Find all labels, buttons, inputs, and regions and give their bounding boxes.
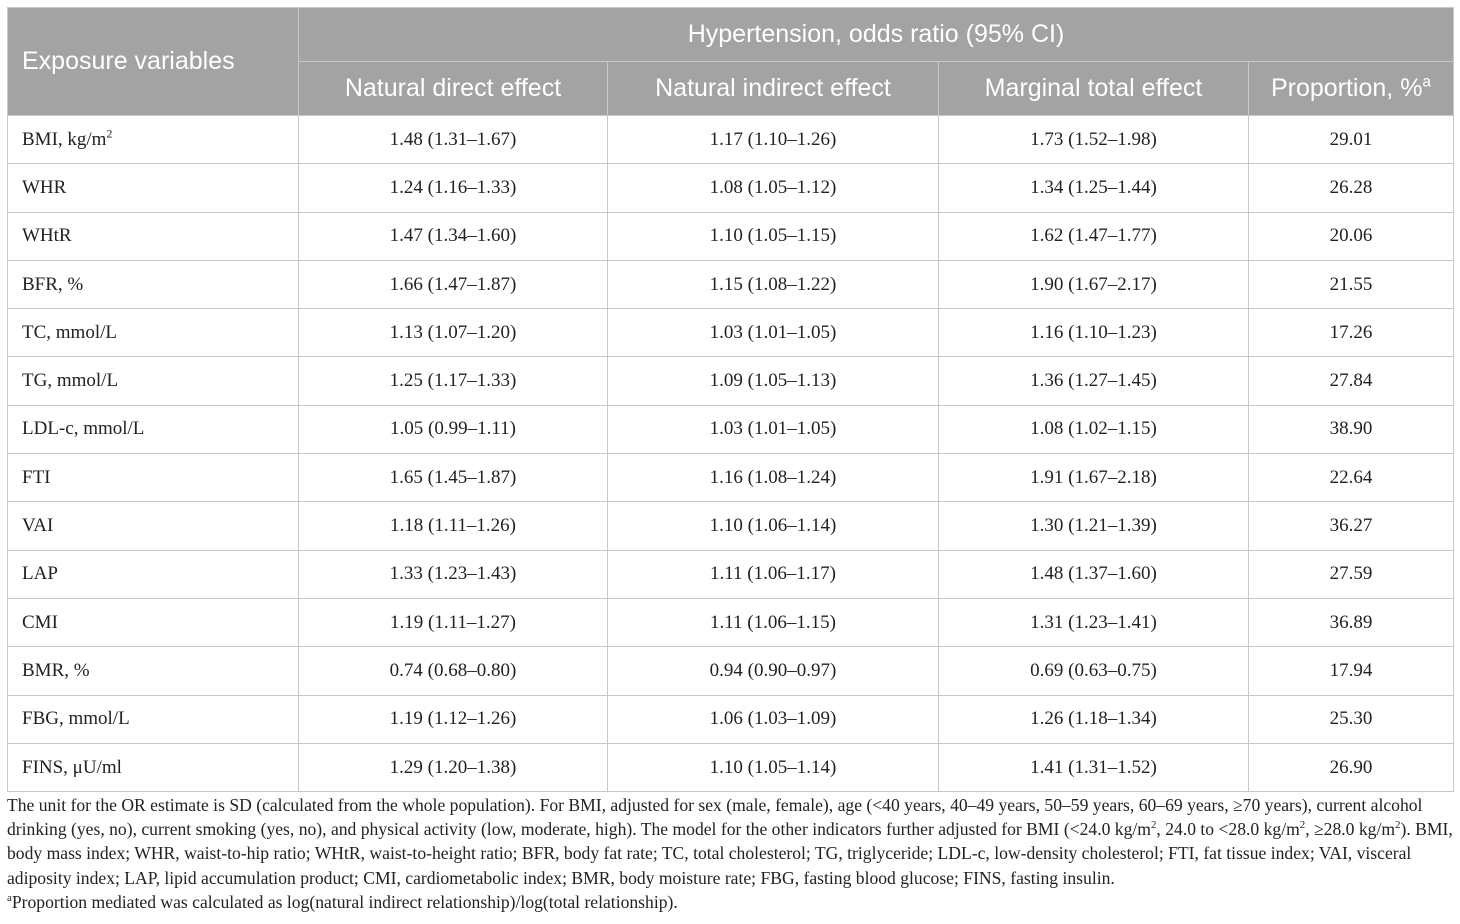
table-row bbox=[8, 550, 1454, 598]
proportion-header bbox=[1249, 62, 1454, 116]
natural-direct-effect-cell: 1.29 (1.20–1.38) bbox=[299, 743, 608, 791]
natural-indirect-effect-cell: 1.09 (1.05–1.13) bbox=[608, 357, 939, 405]
proportion-cell: 36.89 bbox=[1249, 598, 1454, 646]
proportion-cell: 27.84 bbox=[1249, 357, 1454, 405]
natural-indirect-effect-cell: 1.08 (1.05–1.12) bbox=[608, 164, 939, 212]
proportion-cell: 21.55 bbox=[1249, 260, 1454, 308]
exposure-variable-label: WHtR bbox=[22, 225, 72, 247]
proportion-cell: 25.30 bbox=[1249, 695, 1454, 743]
exposure-variable-cell bbox=[8, 647, 299, 695]
exposure-variable-cell bbox=[8, 116, 299, 164]
footnote-sup-2: 2 bbox=[1299, 819, 1306, 832]
exposure-variable-cell bbox=[8, 695, 299, 743]
table-header bbox=[8, 8, 1454, 116]
marginal-total-effect-cell: 1.30 (1.21–1.39) bbox=[939, 502, 1249, 550]
marginal-total-effect-cell: 1.08 (1.02–1.15) bbox=[939, 405, 1249, 453]
results-table-container bbox=[7, 7, 1453, 792]
exposure-variable-cell bbox=[8, 260, 299, 308]
natural-direct-effect-cell: 1.47 (1.34–1.60) bbox=[299, 212, 608, 260]
marginal-total-effect-cell: 1.48 (1.37–1.60) bbox=[939, 550, 1249, 598]
marginal-total-effect-cell: 1.36 (1.27–1.45) bbox=[939, 357, 1249, 405]
table-row bbox=[8, 260, 1454, 308]
proportion-cell: 26.28 bbox=[1249, 164, 1454, 212]
footnote-sup-3: 2 bbox=[1395, 819, 1401, 832]
exposure-variable-label: TG, mmol/L bbox=[22, 370, 119, 392]
marginal-total-effect-cell: 1.41 (1.31–1.52) bbox=[939, 743, 1249, 791]
proportion-cell: 27.59 bbox=[1249, 550, 1454, 598]
table-row bbox=[8, 405, 1454, 453]
exposure-variable-cell bbox=[8, 743, 299, 791]
footnote-text-3: , ≥28.0 kg/m bbox=[1305, 819, 1396, 840]
table-row bbox=[8, 647, 1454, 695]
table-row bbox=[8, 164, 1454, 212]
exposure-variable-cell bbox=[8, 598, 299, 646]
table-row bbox=[8, 743, 1454, 791]
natural-indirect-effect-cell: 1.11 (1.06–1.17) bbox=[608, 550, 939, 598]
marginal-total-effect-cell: 1.90 (1.67–2.17) bbox=[939, 260, 1249, 308]
proportion-cell: 26.90 bbox=[1249, 743, 1454, 791]
footnote-proportion-text: Proportion mediated was calculated as log(natural indirect relationship)/log(total relationship). bbox=[11, 891, 678, 912]
footnote-proportion-definition bbox=[7, 890, 1453, 914]
table-footnote bbox=[7, 793, 1453, 914]
natural-indirect-effect-cell: 1.10 (1.05–1.15) bbox=[608, 212, 939, 260]
footnote-text-1: The unit for the OR estimate is SD (calculated from the whole population). For BMI, adjusted for sex (male, female), age (<40 years, 40–49 years, 50–59 years, 60–69 years, ≥70 years), current alcohol drinking (yes, no), current smoking (yes, no), and physical activity (low, moderate, high). The model for the other indicators further adjusted for BMI (<24.0 kg/m bbox=[7, 795, 1423, 840]
natural-indirect-effect-cell: 1.10 (1.06–1.14) bbox=[608, 502, 939, 550]
natural-direct-effect-cell: 1.66 (1.47–1.87) bbox=[299, 260, 608, 308]
table-row bbox=[8, 454, 1454, 502]
proportion-cell: 29.01 bbox=[1249, 116, 1454, 164]
table-row bbox=[8, 357, 1454, 405]
marginal-total-effect-cell: 1.62 (1.47–1.77) bbox=[939, 212, 1249, 260]
natural-direct-effect-cell: 1.05 (0.99–1.11) bbox=[299, 405, 608, 453]
exposure-variable-label: BFR, % bbox=[22, 273, 84, 295]
natural-indirect-effect-cell: 1.15 (1.08–1.22) bbox=[608, 260, 939, 308]
table-row bbox=[8, 309, 1454, 357]
table-row bbox=[8, 212, 1454, 260]
table-row bbox=[8, 502, 1454, 550]
exposure-variable-label: BMI, kg/m bbox=[22, 128, 107, 150]
natural-direct-effect-cell: 0.74 (0.68–0.80) bbox=[299, 647, 608, 695]
marginal-total-effect-cell: 0.69 (0.63–0.75) bbox=[939, 647, 1249, 695]
exposure-variable-label: FTI bbox=[22, 466, 51, 488]
proportion-cell: 17.94 bbox=[1249, 647, 1454, 695]
exposure-variables-header: Exposure variables bbox=[8, 8, 299, 116]
exposure-variable-cell bbox=[8, 164, 299, 212]
natural-indirect-effect-cell: 1.17 (1.10–1.26) bbox=[608, 116, 939, 164]
exposure-variable-label: BMR, % bbox=[22, 659, 90, 681]
natural-indirect-effect-cell: 1.11 (1.06–1.15) bbox=[608, 598, 939, 646]
natural-direct-effect-cell: 1.24 (1.16–1.33) bbox=[299, 164, 608, 212]
exposure-variable-cell bbox=[8, 212, 299, 260]
marginal-total-effect-cell: 1.26 (1.18–1.34) bbox=[939, 695, 1249, 743]
exposure-variable-cell bbox=[8, 405, 299, 453]
marginal-total-effect-cell: 1.31 (1.23–1.41) bbox=[939, 598, 1249, 646]
natural-indirect-effect-cell: 1.03 (1.01–1.05) bbox=[608, 309, 939, 357]
natural-indirect-effect-cell: 0.94 (0.90–0.97) bbox=[608, 647, 939, 695]
exposure-variable-label: VAI bbox=[22, 515, 54, 537]
marginal-total-effect-cell: 1.34 (1.25–1.44) bbox=[939, 164, 1249, 212]
proportion-cell: 20.06 bbox=[1249, 212, 1454, 260]
marginal-total-effect-header: Marginal total effect bbox=[939, 62, 1249, 116]
proportion-cell: 17.26 bbox=[1249, 309, 1454, 357]
unit-superscript: 2 bbox=[106, 127, 113, 141]
marginal-total-effect-cell: 1.91 (1.67–2.18) bbox=[939, 454, 1249, 502]
exposure-variable-label: FBG, mmol/L bbox=[22, 708, 130, 730]
table-row bbox=[8, 695, 1454, 743]
natural-direct-effect-cell: 1.33 (1.23–1.43) bbox=[299, 550, 608, 598]
footnote-a-marker: a bbox=[7, 891, 12, 904]
exposure-variable-cell bbox=[8, 502, 299, 550]
footnote-sup-1: 2 bbox=[1150, 819, 1157, 832]
natural-direct-effect-cell: 1.19 (1.11–1.27) bbox=[299, 598, 608, 646]
exposure-variable-cell bbox=[8, 454, 299, 502]
proportion-cell: 22.64 bbox=[1249, 454, 1454, 502]
exposure-variable-cell bbox=[8, 309, 299, 357]
table-body bbox=[8, 116, 1454, 792]
exposure-variable-label: CMI bbox=[22, 611, 58, 633]
exposure-variable-label: LAP bbox=[22, 563, 58, 585]
natural-indirect-effect-header: Natural indirect effect bbox=[608, 62, 939, 116]
table-row bbox=[8, 116, 1454, 164]
natural-indirect-effect-cell: 1.10 (1.05–1.14) bbox=[608, 743, 939, 791]
exposure-variable-label: WHR bbox=[22, 176, 67, 198]
exposure-variable-cell bbox=[8, 357, 299, 405]
natural-direct-effect-cell: 1.48 (1.31–1.67) bbox=[299, 116, 608, 164]
footnote-text-4: ). BMI, body mass index; WHR, waist-to-hip ratio; WHtR, waist-to-height ratio; BFR, body fat rate; TC, total cholesterol; TG, triglyceride; LDL-c, low-density cholesterol; FTI, fat tissue index; VAI, visceral adiposity index; LAP, lipid accumulation product; CMI, cardiometabolic index; BMR, body moisture rate; FBG, fasting blood glucose; FINS, fasting insulin. bbox=[7, 819, 1453, 888]
marginal-total-effect-cell: 1.73 (1.52–1.98) bbox=[939, 116, 1249, 164]
exposure-variable-cell bbox=[8, 550, 299, 598]
natural-indirect-effect-cell: 1.06 (1.03–1.09) bbox=[608, 695, 939, 743]
footnote-notes bbox=[7, 793, 1453, 890]
natural-direct-effect-cell: 1.19 (1.12–1.26) bbox=[299, 695, 608, 743]
exposure-variable-label: FINS, μU/ml bbox=[22, 756, 122, 778]
table-row bbox=[8, 598, 1454, 646]
natural-direct-effect-cell: 1.18 (1.11–1.26) bbox=[299, 502, 608, 550]
mediation-results-table bbox=[7, 7, 1454, 792]
proportion-cell: 38.90 bbox=[1249, 405, 1454, 453]
natural-direct-effect-cell: 1.13 (1.07–1.20) bbox=[299, 309, 608, 357]
exposure-variable-label: TC, mmol/L bbox=[22, 321, 117, 343]
natural-direct-effect-cell: 1.25 (1.17–1.33) bbox=[299, 357, 608, 405]
proportion-footnote-marker: a bbox=[1422, 73, 1432, 91]
natural-indirect-effect-cell: 1.03 (1.01–1.05) bbox=[608, 405, 939, 453]
proportion-header-label: Proportion, % bbox=[1270, 74, 1423, 102]
marginal-total-effect-cell: 1.16 (1.10–1.23) bbox=[939, 309, 1249, 357]
hypertension-or-header: Hypertension, odds ratio (95% CI) bbox=[299, 8, 1454, 62]
natural-direct-effect-cell: 1.65 (1.45–1.87) bbox=[299, 454, 608, 502]
proportion-cell: 36.27 bbox=[1249, 502, 1454, 550]
natural-direct-effect-header: Natural direct effect bbox=[299, 62, 608, 116]
natural-indirect-effect-cell: 1.16 (1.08–1.24) bbox=[608, 454, 939, 502]
footnote-text-2: , 24.0 to <28.0 kg/m bbox=[1156, 819, 1300, 840]
exposure-variable-label: LDL-c, mmol/L bbox=[22, 418, 145, 440]
